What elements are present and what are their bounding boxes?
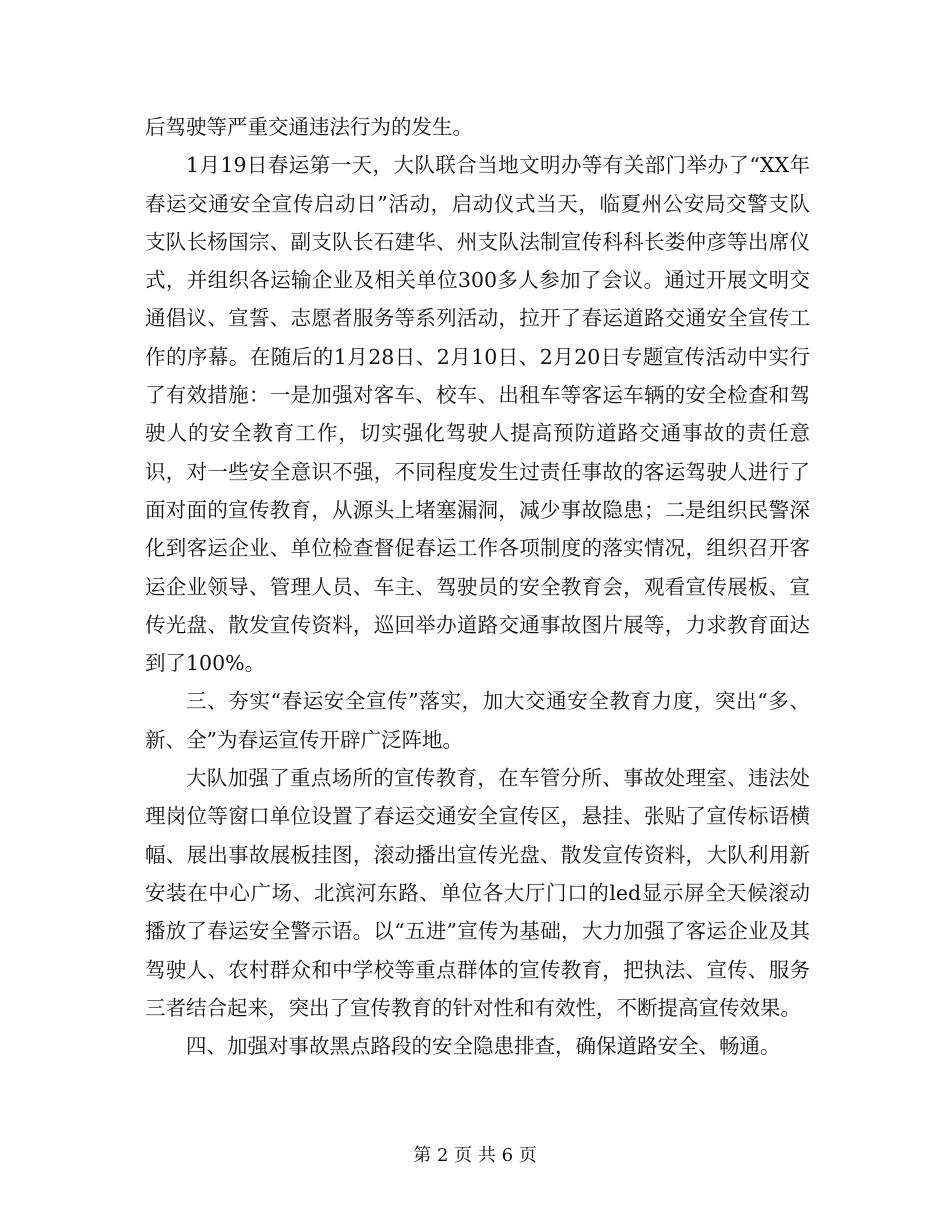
- paragraph-3-heading: 三、夯实“春运安全宣传”落实，加大交通安全教育力度，突出“多、新、全”为春运宣传开辟广泛阵地。: [145, 689, 810, 752]
- paragraph-4: 大队加强了重点场所的宣传教育，在车管分所、事故处理室、违法处理岗位等窗口单位设置了春运交通安全宣传区，悬挂、张贴了宣传标语横幅、展出事故展板挂图，滚动播出宣传光盘、散发宣传资料，大队利用新安装在中心广场、北滨河东路、单位各大厅门口的led显示屏全天候滚动播放了春运安全警示语。以“五进”宣传为基础，大力加强了客运企业及其驾驶人、农村群众和中学校等重点群体的宣传教育，把执法、宣传、服务三者结合起来，突出了宣传教育的针对性和有效性，不断提高宣传效果。: [145, 766, 810, 1020]
- document-body: [145, 108, 810, 1065]
- paragraph-1: 后驾驶等严重交通违法行为的发生。: [145, 115, 473, 139]
- paragraph-2: 1月19日春运第一天，大队联合当地文明办等有关部门举办了“XX年春运交通安全宣传启动日”活动，启动仪式当天，临夏州公安局交警支队支队长杨国宗、副支队长石建华、州支队法制宣传科科长娄仲彦等出席仪式，并组织各运输企业及相关单位300多人参加了会议。通过开展文明交通倡议、宣誓、志愿者服务等系列活动，拉开了春运道路交通安全宣传工作的序幕。在随后的1月28日、2月10日、2月20日专题宣传活动中实行了有效措施：一是加强对客车、校车、出租车等客运车辆的安全检查和驾驶人的安全教育工作，切实强化驾驶人提高预防道路交通事故的责任意识，对一些安全意识不强，不同程度发生过责任事故的客运驾驶人进行了面对面的宣传教育，从源头上堵塞漏洞，减少事故隐患；二是组织民警深化到客运企业、单位检查督促春运工作各项制度的落实情况，组织召开客运企业领导、管理人员、车主、驾驶员的安全教育会，观看宣传展板、宣传光盘、散发宣传资料，巡回举办道路交通事故图片展等，力求教育面达到了100%。: [145, 153, 810, 676]
- page-number-footer: 第 2 页 共 6 页: [413, 1145, 537, 1166]
- paragraph-5-heading: 四、加强对事故黑点路段的安全隐患排查，确保道路安全、畅通。: [186, 1034, 781, 1059]
